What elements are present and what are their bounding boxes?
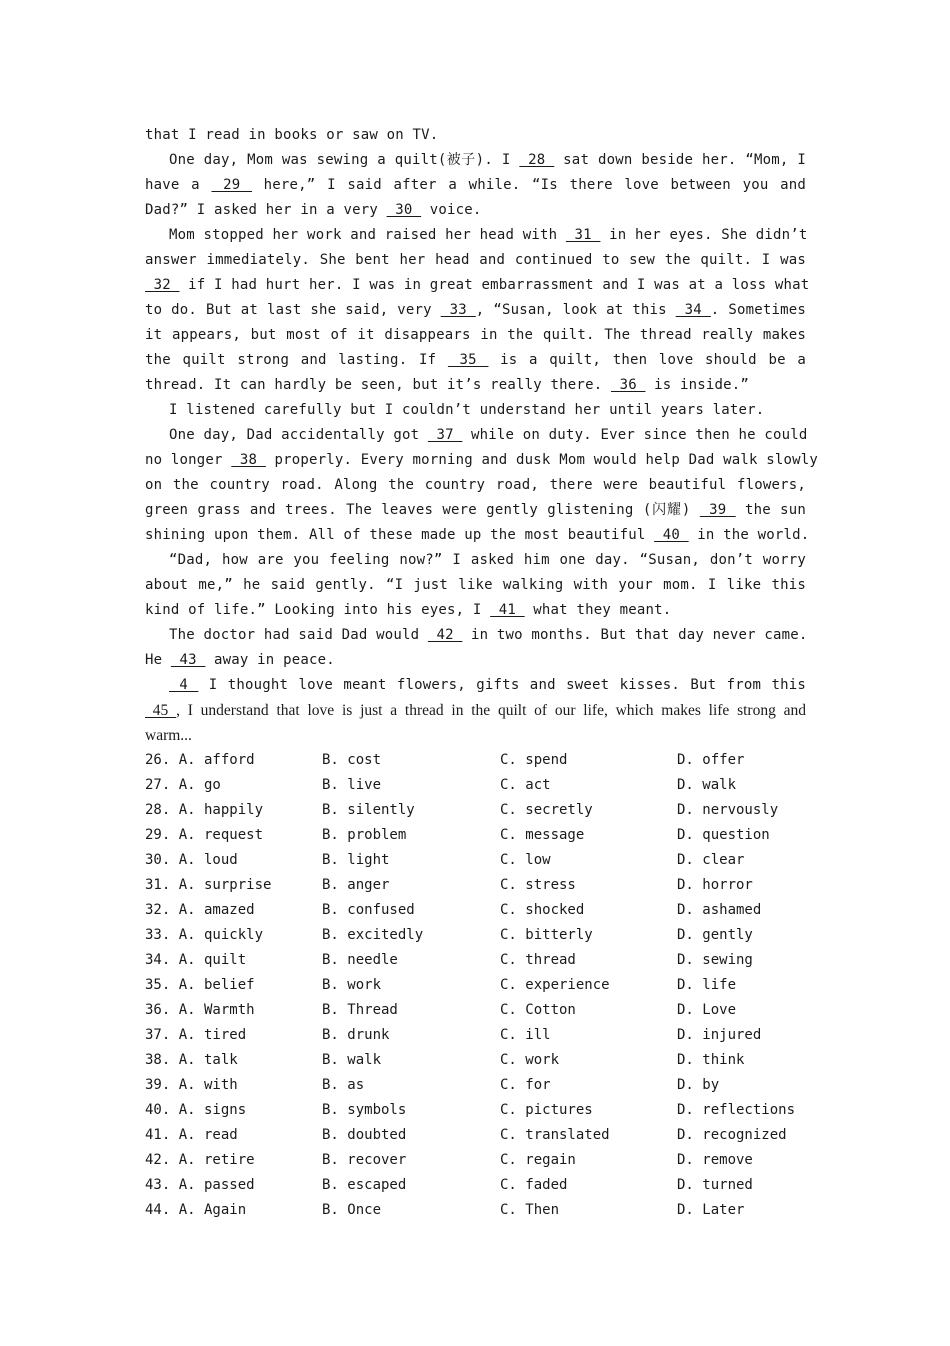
passage-text: have a [145,177,212,193]
option-b: B. recover [322,1152,407,1168]
option-b: B. symbols [322,1102,407,1118]
option-c: C. Then [500,1202,560,1218]
question-row [145,1023,806,1048]
blank-number: 31 [565,227,601,243]
blank-number: 29 [211,177,253,193]
option-b: B. light [322,852,390,868]
question-row [145,773,806,798]
passage-line [145,273,810,298]
passage-text: One day, Mom was sewing a quilt(被子). I [169,152,520,168]
option-c: C. work [500,1052,560,1068]
question-number-and-option-a: 42. A. retire [145,1152,255,1168]
option-d: D. injured [677,1027,762,1043]
passage-text: shining upon them. All of these made up the most beautiful [145,527,655,543]
passage-line: about me,” he said gently. “I just like walking with your mom. I like this [145,577,806,593]
option-c: C. ill [500,1027,551,1043]
passage-text: if I had hurt her. I was in great embarrassment and I was at a loss what [179,277,810,293]
blank-number: 39 [699,502,736,518]
option-b: B. silently [322,802,415,818]
question-number-and-option-a: 26. A. afford [145,752,255,768]
passage-line [145,148,806,173]
option-c: C. faded [500,1177,568,1193]
blank-number: 28 [519,152,555,168]
passage-text: voice. [421,202,482,218]
option-d: D. turned [677,1177,753,1193]
passage-line: that I read in books or saw on TV. [145,127,439,143]
cloze-passage [145,123,819,748]
question-row [145,873,806,898]
blank-number: 35 [447,352,489,368]
option-b: B. escaped [322,1177,407,1193]
option-d: D. think [677,1052,745,1068]
blank-number: 43 [170,652,206,668]
passage-text: to do. But at last she said, very [145,302,441,318]
passage-text: while on duty. Ever since then he could [462,427,808,443]
blank-number: 41 [490,602,525,618]
blank-number: 38 [231,452,266,468]
blank-number: 4 [169,677,199,693]
question-number-and-option-a: 35. A. belief [145,977,255,993]
passage-line [145,423,806,448]
passage-line [145,373,806,398]
option-b: B. doubted [322,1127,407,1143]
question-number-and-option-a: 32. A. amazed [145,902,255,918]
option-b: B. anger [322,877,390,893]
option-c: C. Cotton [500,1002,576,1018]
passage-line [145,498,806,523]
option-b: B. cost [322,752,382,768]
question-row [145,1098,806,1123]
question-number-and-option-a: 27. A. go [145,777,221,793]
question-number-and-option-a: 37. A. tired [145,1027,247,1043]
question-number-and-option-a: 29. A. request [145,827,264,843]
passage-text: Mom stopped her work and raised her head with [169,227,566,243]
passage-line [145,623,806,648]
option-c: C. spend [500,752,568,768]
option-b: B. Thread [322,1002,398,1018]
option-c: C. message [500,827,585,843]
option-c: C. thread [500,952,576,968]
passage-text: in her eyes. She didn’t [600,227,808,243]
question-row [145,1123,806,1148]
passage-line: I listened carefully but I couldn’t understand her until years later. [169,402,765,418]
answer-options-list [145,748,806,1223]
option-d: D. horror [677,877,753,893]
passage-text: kind of life.” Looking into his eyes, I [145,602,491,618]
option-b: B. excitedly [322,927,424,943]
question-row [145,923,806,948]
passage-line [145,598,806,623]
option-b: B. as [322,1077,365,1093]
question-row [145,748,806,773]
passage-text: is inside.” [645,377,750,393]
passage-line: it appears, but most of it disappears in the quilt. The thread really makes [145,327,806,343]
passage-line: “Dad, how are you feeling now?” I asked him one day. “Susan, don’t worry [169,552,806,568]
option-d: D. nervously [677,802,779,818]
passage-line [145,648,806,673]
passage-line: warm... [145,727,192,744]
option-c: C. translated [500,1127,610,1143]
passage-line [145,673,806,698]
passage-text: what they meant. [524,602,672,618]
question-number-and-option-a: 34. A. quilt [145,952,247,968]
question-number-and-option-a: 36. A. Warmth [145,1002,255,1018]
passage-text: One day, Dad accidentally got [169,427,428,443]
question-number-and-option-a: 43. A. passed [145,1177,255,1193]
passage-text: in the world. [688,527,810,543]
option-b: B. live [322,777,382,793]
question-number-and-option-a: 33. A. quickly [145,927,264,943]
passage-line: on the country road. Along the country road, there were beautiful flowers, [145,477,806,493]
question-row [145,798,806,823]
passage-text: , I understand that love is just a thread in the quilt of our life, which makes life strong and [176,702,806,719]
option-b: B. walk [322,1052,382,1068]
option-d: D. by [677,1077,720,1093]
passage-line [145,298,806,323]
option-d: D. sewing [677,952,753,968]
passage-line [145,223,806,248]
document-page [145,123,819,1223]
passage-text: thread. It can hardly be seen, but it’s really there. [145,377,611,393]
question-number-and-option-a: 31. A. surprise [145,877,272,893]
passage-text: I thought love meant flowers, gifts and sweet kisses. But from this [198,677,806,693]
option-c: C. stress [500,877,576,893]
passage-line [145,173,806,198]
question-row [145,1148,806,1173]
blank-number: 33 [440,302,476,318]
option-c: C. shocked [500,902,585,918]
option-c: C. secretly [500,802,593,818]
passage-text: sat down beside her. “Mom, I [554,152,806,168]
passage-text: The doctor had said Dad would [169,627,428,643]
question-row [145,1173,806,1198]
option-c: C. low [500,852,551,868]
option-d: D. life [677,977,737,993]
passage-text: green grass and trees. The leaves were gently glistening (闪耀) [145,502,700,518]
option-d: D. gently [677,927,753,943]
passage-text: properly. Every morning and dusk Mom would help Dad walk slowly [265,452,819,468]
question-row [145,1073,806,1098]
passage-text: no longer [145,452,232,468]
question-row [145,948,806,973]
option-c: C. for [500,1077,551,1093]
option-d: D. reflections [677,1102,796,1118]
passage-line [145,523,810,548]
passage-line [145,448,819,473]
passage-text: He [145,652,171,668]
option-b: B. confused [322,902,415,918]
question-row [145,998,806,1023]
option-d: D. remove [677,1152,753,1168]
option-b: B. Once [322,1202,382,1218]
option-b: B. problem [322,827,407,843]
passage-line [145,348,806,373]
option-d: D. Later [677,1202,745,1218]
passage-text: away in peace. [205,652,335,668]
option-c: C. regain [500,1152,576,1168]
passage-text: Dad?” I asked her in a very [145,202,387,218]
passage-text: , “Susan, look at this [475,302,676,318]
option-d: D. clear [677,852,745,868]
question-number-and-option-a: 28. A. happily [145,802,264,818]
question-number-and-option-a: 44. A. Again [145,1202,247,1218]
passage-text: in two months. But that day never came. [462,627,808,643]
question-number-and-option-a: 38. A. talk [145,1052,238,1068]
passage-text: is a quilt, then love should be a [488,352,807,368]
passage-text: the sun [735,502,807,518]
question-number-and-option-a: 39. A. with [145,1077,238,1093]
option-d: D. recognized [677,1127,787,1143]
option-d: D. Love [677,1002,737,1018]
option-c: C. pictures [500,1102,593,1118]
blank-number: 40 [654,527,689,543]
question-number-and-option-a: 40. A. signs [145,1102,247,1118]
option-b: B. work [322,977,382,993]
option-d: D. walk [677,777,737,793]
question-number-and-option-a: 41. A. read [145,1127,238,1143]
question-number-and-option-a: 30. A. loud [145,852,238,868]
option-d: D. question [677,827,770,843]
passage-text: . Sometimes [710,302,806,318]
question-row [145,1198,806,1223]
blank-number: 34 [675,302,711,318]
passage-line: answer immediately. She bent her head and continued to sew the quilt. I was [145,252,806,268]
passage-text: the quilt strong and lasting. If [145,352,448,368]
question-row [145,898,806,923]
passage-line [145,698,806,723]
option-c: C. act [500,777,551,793]
option-d: D. offer [677,752,745,768]
question-row [145,823,806,848]
option-c: C. bitterly [500,927,593,943]
blank-number: 42 [427,627,463,643]
blank-number: 36 [610,377,646,393]
blank-number: 32 [145,277,180,293]
option-c: C. experience [500,977,610,993]
question-row [145,1048,806,1073]
blank-number: 37 [427,427,463,443]
option-b: B. drunk [322,1027,390,1043]
passage-text: here,” I said after a while. “Is there love between you and [252,177,806,193]
question-row [145,973,806,998]
passage-line [145,198,806,223]
question-row [145,848,806,873]
blank-number: 45 [145,702,177,719]
option-b: B. needle [322,952,398,968]
blank-number: 30 [386,202,422,218]
option-d: D. ashamed [677,902,762,918]
